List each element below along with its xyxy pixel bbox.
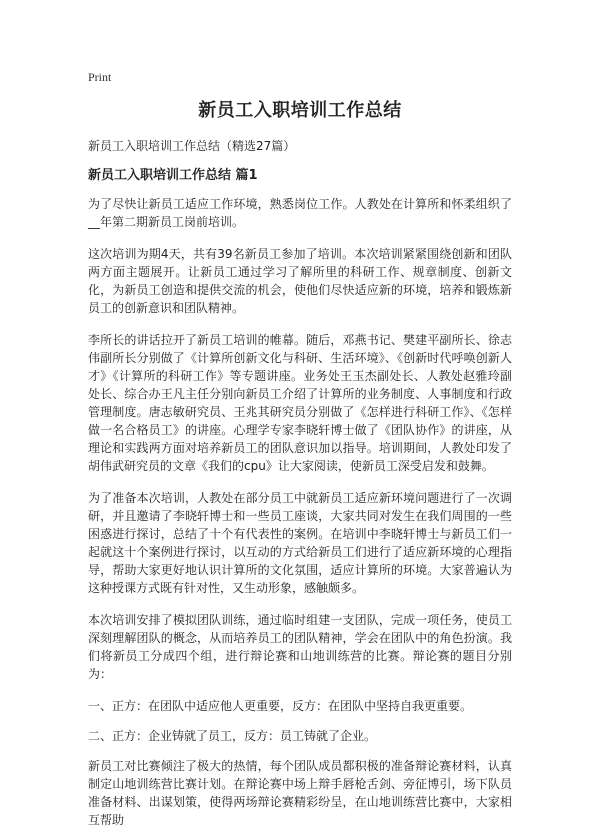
paragraph-debate-topic-1: 一、正方：在团队中适应他人更重要，反方：在团队中坚持自我更重要。	[88, 699, 473, 713]
document-subtitle: 新员工入职培训工作总结（精选27篇）	[88, 139, 296, 153]
page-title: 新员工入职培训工作总结	[198, 100, 402, 121]
paragraph-team-training: 本次培训安排了模拟团队训练，通过临时组建一支团队，完成一项任务，使员工深刻理解团队的概念，从而培养员工的团队精神，学会在团队中的角色扮演。我们将新员工分成四个组，进行辩论赛和山地训练营的比赛。辩论赛的题目分别为：	[88, 613, 512, 681]
paragraph-training-overview: 这次培训为期4天，共有39名新员工参加了培训。本次培训紧紧围绕创新和团队两方面主题展开。让新员工通过学习了解所里的科研工作、规章制度、创新文化，为新员工创造和提供交流的机会，使他们尽快适应新的环境，培养和锻炼新员工的创新意识和团队精神。	[88, 247, 512, 315]
paragraph-debate-topic-2: 二、正方：企业铸就了员工，反方：员工铸就了企业。	[88, 729, 377, 743]
paragraph-lectures: 李所长的讲话拉开了新员工培训的帷幕。随后，邓燕书记、樊建平副所长、徐志伟副所长分别做了《计算所创新文化与科研、生活环境》、《创新时代呼唤创新人才》《计算所的科研工作》等专题讲座。业务处王玉杰副处长、人教处赵雅玲副处长、综合办王凡主任分别向新员工介绍了计算所的业务制度、人事制度和行政管理制度。唐志敏研究员、王兆其研究员分别做了《怎样进行科研工作》、《怎样做一名合格员工》的讲座。心理学专家李晓轩博士做了《团队协作》的讲座，从理论和实践两方面对培养新员工的团队意识加以指导。培训期间，人教处印发了胡伟武研究员的文章《我们的cpu》让大家阅读，使新员工深受启发和鼓舞。	[88, 333, 512, 473]
paragraph-competition: 新员工对比赛倾注了极大的热情，每个团队成员都积极的准备辩论赛材料，认真制定山地训练营比赛计划。在辩论赛中场上辩手唇枪舌剑、旁征博引，场下队员准备材料、出谋划策，使得两场辩论赛精彩纷呈，在山地训练营比赛中，大家相互帮助	[88, 759, 512, 827]
print-link[interactable]: Print	[88, 70, 112, 84]
paragraph-case-study: 为了准备本次培训，人教处在部分员工中就新员工适应新环境问题进行了一次调研，并且邀请了李晓轩博士和一些员工座谈，大家共同对发生在我们周围的一些困惑进行探讨，总结了十个有代表性的案例。在培训中李晓轩博士与新员工们一起就这十个案例进行探讨，以互动的方式给新员工们进行了适应新环境的心理指导，帮助大家更好地认识计算所的文化氛围，适应计算所的环境。大家普遍认为这种授课方式既有针对性，又生动形象，感触颇多。	[88, 491, 512, 595]
section-heading: 新员工入职培训工作总结 篇1	[88, 168, 258, 183]
paragraph-intro: 为了尽快让新员工适应工作环境，熟悉岗位工作。人教处在计算所和怀柔组织了__年第二期新员工岗前培训。	[88, 197, 512, 229]
